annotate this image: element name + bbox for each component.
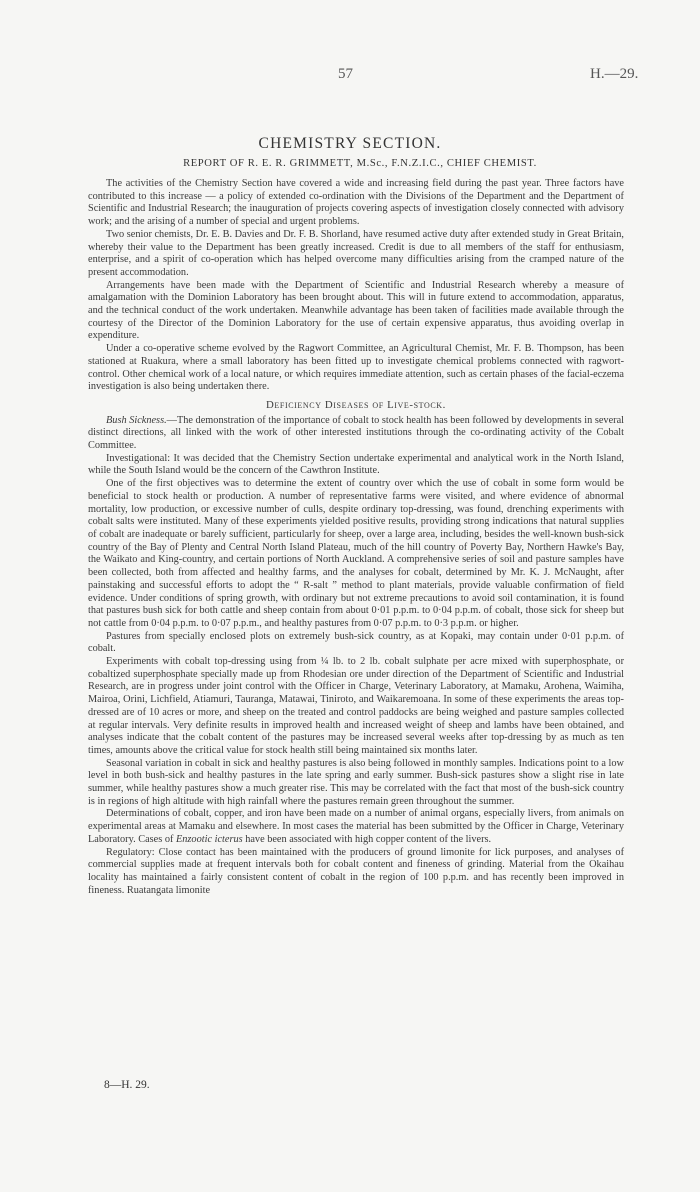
bush-sickness-text: —The demonstration of the importance of cobalt to stock health has been followed by developments in several distinct directions, all linked with the work of other interested institutions through the co-ordinating activity of the Cobalt Committee. (88, 414, 625, 452)
page-header (0, 66, 700, 86)
page-number: 57 (338, 66, 353, 82)
paragraph: Two senior chemists, Dr. E. B. Davies and Dr. F. B. Shorland, have resumed active duty after extended study in Great Britain, whereby their value to the Department has been greatly increased. Credit is due to all members of the staff for enthusiasm, enterprise, and a spirit of co-operation which has helped overcome many difficulties arising from the cramped nature of the present accommodation. (88, 228, 624, 278)
subsection-heading: Deficiency Diseases of Live-stock. (266, 398, 446, 411)
paragraph: The activities of the Chemistry Section have covered a wide and increasing field during the past year. Three factors have contributed to this increase — a policy of extended co-ordination with the Divisions of the Department and the Department of Scientific and Industrial Research; the inauguration of projects covering aspects of investigation closely connected with advisory work; and the arising of a number of special and urgent problems. (88, 178, 624, 228)
determinations-text-end: have been associated with high copper content of the livers. (242, 833, 492, 845)
paragraph: Seasonal variation in cobalt in sick and healthy pastures is also being followed in monthly samples. Indications point to a low level in both bush-sick and healthy pastures in the late spring and early summer. Bush-sick pastures show a slight rise in late summer, while healthy pastures show a much greater rise. This may be correlated with the fact that most of the bush-sick country is in regions of high altitude with high rainfall where the pastures remain green throughout the summer. (88, 757, 624, 807)
report-body (88, 178, 624, 897)
paragraph: Under a co-operative scheme evolved by the Ragwort Committee, an Agricultural Chemist, Mr. F. B. Thompson, has been stationed at Ruakura, where a small laboratory has been fitted up to investigate chemical problems connected with ragwort-control. Other chemical work of a local nature, or which requires immediate attention, such as certain phases of the facial-eczema investigation is also being undertaken there. (88, 343, 624, 393)
paragraph: Pastures from specially enclosed plots on extremely bush-sick country, as at Kopaki, may contain under 0·01 p.p.m. of cobalt. (88, 630, 624, 655)
paragraph: Experiments with cobalt top-dressing using from ¼ lb. to 2 lb. cobalt sulphate per acre mixed with superphosphate, or cobaltized superphosphate specially made up from Rhodesian ore under direction of the Department of Scientific and Industrial Research, are in progress under joint control with the Officer in Charge, Veterinary Laboratory, at Mamaku, Arohena, Waimiha, Mairoa, Orini, Lichfield, Atiamuri, Tauranga, Matawai, Tiniroto, and Waikaremoana. In some of these experiments the areas top-dressed are of 10 acres or more, and sheep on the treated and control paddocks are being weighed and pasture samples collected at regular intervals. Very definite results in improved health and increased weight of sheep and lambs have been obtained, and analyses indicate that the cobalt content of the pastures may be increased several weeks after top-dressing by as much as ten times, amounts above the critical value for stock health still being maintained six months later. (88, 656, 624, 756)
paragraph-determinations (88, 808, 624, 846)
determinations-text: Determinations of cobalt, copper, and iron have been made on a number of animal organs, especially livers, from animals on experimental areas at Mamaku and elsewhere. In most cases the material has been submitted by the Officer in Charge, Veterinary Laboratory. Cases of (88, 808, 624, 845)
paragraph-bush-sickness (88, 415, 624, 453)
paragraph: Investigational: It was decided that the Chemistry Section undertake experimental and analytical work in the North Island, while the South Island would be the concern of the Cawthron Institute. (88, 452, 624, 477)
paragraph: Arrangements have been made with the Department of Scientific and Industrial Research whereby a measure of amalgamation with the Dominion Laboratory has been brought about. This will in future extend to accommodation, apparatus, and the technical conduct of the work undertaken. Meanwhile advantage has been taken of facilities made available through the courtesy of the Director of the Dominion Laboratory for the use of certain expensive apparatus, thus avoiding overlap in expenditure. (88, 279, 624, 342)
paragraph-regulatory: Regulatory: Close contact has been maintained with the producers of ground limonite for lick purposes, and analyses of commercial supplies made at frequent intervals both for cobalt content and fineness of grinding. Material from the Okaihau locality has maintained a fairly consistent content of cobalt in the region of 100 p.p.m. and has recently been improved in fineness. Ruatangata limonite (88, 846, 624, 896)
bush-sickness-label: Bush Sickness. (106, 414, 167, 426)
paragraph: One of the first objectives was to determine the extent of country over which the use of cobalt in some form would be beneficial to stock health or production. A number of representative farms were visited, and where evidence of abnormal mortality, low production, or excessive number of culls, despite ordinary top-dressing, was found, drenching experiments with cobalt salts were instituted. Many of these experiments yielded positive results, providing strong indications that natural supplies of cobalt are inadequate or barely sufficient, particularly for sheep, over a large area, including, besides the well-known bush-sick country of the Bay of Plenty and Central North Island Plateau, much of the hill country of Poverty Bay, Northern Hawke's Bay, the Waikato and King-country, and certain portions of North Auckland. A comprehensive series of soil and pasture samples have been collected, both from affected and healthy farms, and the analyses for cobalt, determined by Mr. K. J. McNaught, after painstaking and successful efforts to adopt the “ R-salt ” method to plant materials, provide valuable confirmation of field evidence. Under conditions of spring growth, with ordinary but not extreme precautions to avoid soil contamination, it is found that pastures bush sick for both cattle and sheep contain from about 0·01 p.p.m. to 0·04 p.p.m. of cobalt, those sick for sheep but not cattle from 0·04 p.p.m. to 0·07 p.p.m., and healthy pastures from 0·07 p.p.m. to 0·3 p.p.m. or higher. (88, 478, 624, 629)
report-heading: REPORT OF R. E. R. GRIMMETT, M.Sc., F.N.Z.I.C., CHIEF CHEMIST. (183, 158, 537, 169)
document-reference: H.—29. (590, 66, 639, 82)
enzootic-icterus-term: Enzootic icterus (175, 833, 243, 845)
footer-reference: 8—H. 29. (104, 1079, 150, 1091)
section-title: CHEMISTRY SECTION. (258, 135, 442, 152)
